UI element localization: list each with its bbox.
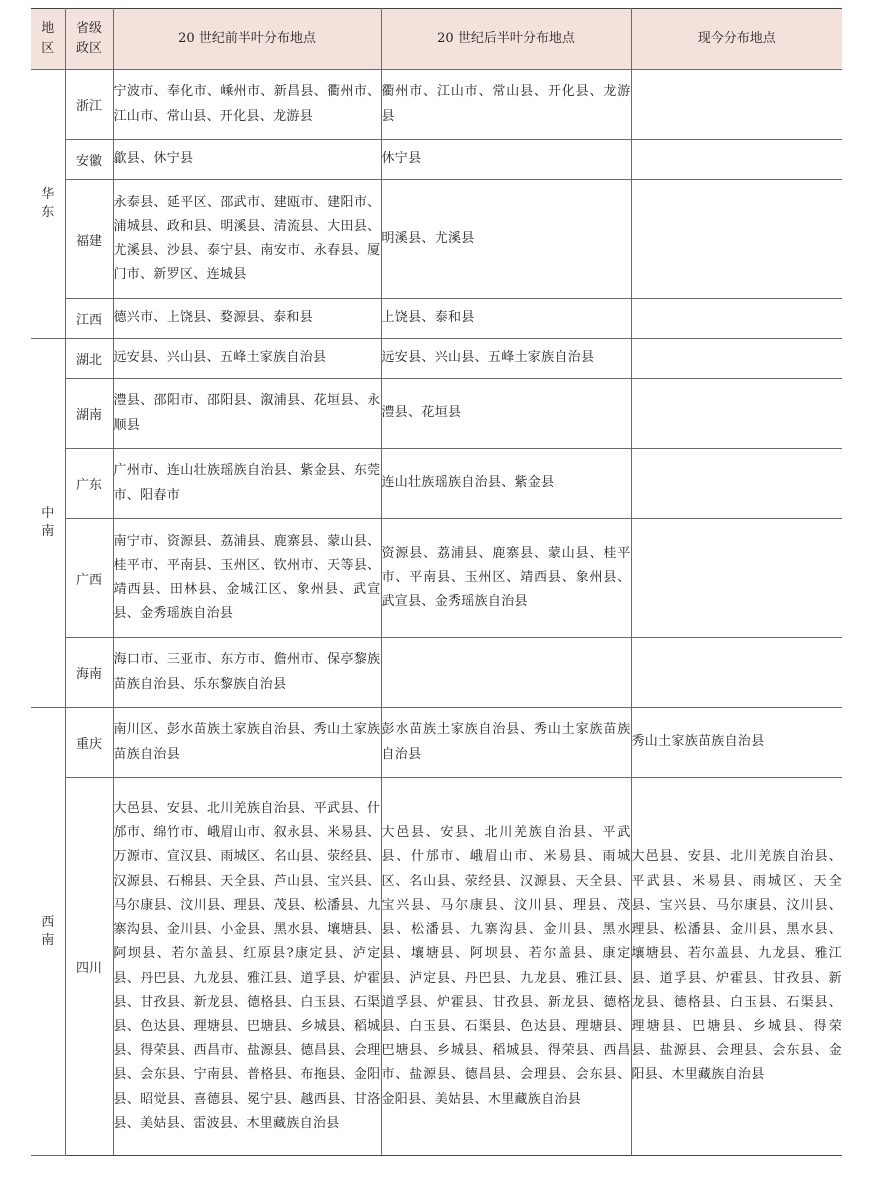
first-half-cell: 永泰县、延平区、邵武市、建瓯市、建阳市、浦城县、政和县、明溪县、清流县、大田县、尤溪县、沙县、泰宁县、南安市、永春县、厦门市、新罗区、连城县 — [113, 180, 381, 299]
first-half-cell: 远安县、兴山县、五峰土家族自治县 — [113, 339, 381, 379]
header-present: 现今分布地点 — [631, 9, 842, 70]
province-cell: 湖南 — [65, 379, 113, 449]
present-cell — [631, 299, 842, 339]
header-row — [31, 9, 842, 70]
province-cell: 广西 — [65, 519, 113, 638]
second-half-cell: 衢州市、江山市、常山县、开化县、龙游县 — [381, 70, 631, 140]
table-row — [31, 708, 842, 778]
first-half-cell: 德兴市、上饶县、婺源县、泰和县 — [113, 299, 381, 339]
region-cell: 华东 — [31, 70, 65, 339]
province-cell: 广东 — [65, 449, 113, 519]
province-cell: 江西 — [65, 299, 113, 339]
table-row — [31, 339, 842, 379]
present-cell: 秀山土家族苗族自治县 — [631, 708, 842, 778]
table-row — [31, 449, 842, 519]
first-half-cell: 歙县、休宁县 — [113, 140, 381, 180]
first-half-cell: 海口市、三亚市、东方市、儋州市、保亭黎族苗族自治县、乐东黎族自治县 — [113, 638, 381, 708]
first-half-cell: 大邑县、安县、北川羌族自治县、平武县、什邡市、绵竹市、峨眉山市、叙永县、米易县、万源市、宣汉县、雨城区、名山县、荥经县、汉源县、石棉县、天全县、芦山县、宝兴县、马尔康县、汶川县、理县、茂县、松潘县、九寨沟县、金川县、小金县、黑水县、壤塘县、阿坝县、若尔盖县、红原县?康定县、泸定县、丹巴县、九龙县、雅江县、道孚县、炉霍县、甘孜县、新龙县、德格县、白玉县、石渠县、色达县、理塘县、巴塘县、乡城县、稻城县、得荣县、西昌市、盐源县、德昌县、会理县、会东县、宁南县、普格县、布拖县、金阳县、昭觉县、喜德县、冕宁县、越西县、甘洛县、美姑县、雷波县、木里藏族自治县 — [113, 778, 381, 1156]
table-row — [31, 180, 842, 299]
province-cell: 福建 — [65, 180, 113, 299]
second-half-cell: 上饶县、泰和县 — [381, 299, 631, 339]
first-half-cell: 澧县、邵阳市、邵阳县、溆浦县、花垣县、永顺县 — [113, 379, 381, 449]
province-cell: 四川 — [65, 778, 113, 1156]
table-row — [31, 299, 842, 339]
province-cell: 湖北 — [65, 339, 113, 379]
second-half-cell: 休宁县 — [381, 140, 631, 180]
present-cell — [631, 638, 842, 708]
present-cell — [631, 70, 842, 140]
second-half-cell: 大邑县、安县、北川羌族自治县、平武县、什邡市、峨眉山市、米易县、雨城区、名山县、荥经县、汉源县、天全县、宝兴县、马尔康县、汶川县、理县、茂县、松潘县、九寨沟县、金川县、黑水县、壤塘县、阿坝县、若尔盖县、康定县、泸定县、丹巴县、九龙县、雅江县、道孚县、炉霍县、甘孜县、新龙县、德格县、白玉县、石渠县、色达县、理塘县、巴塘县、乡城县、稻城县、得荣县、西昌市、盐源县、德昌县、会理县、会东县、金阳县、美姑县、木里藏族自治县 — [381, 778, 631, 1156]
header-second-half: 20 世纪后半叶分布地点 — [381, 9, 631, 70]
present-cell — [631, 379, 842, 449]
present-cell: 大邑县、安县、北川羌族自治县、平武县、米易县、雨城区、天全县、宝兴县、马尔康县、汶川县、理县、松潘县、金川县、黑水县、壤塘县、若尔盖县、九龙县、雅江县、道孚县、炉霍县、甘孜县、新龙县、德格县、白玉县、石渠县、理塘县、巴塘县、乡城县、得荣县、盐源县、会理县、会东县、金阳县、木里藏族自治县 — [631, 778, 842, 1156]
province-cell: 安徽 — [65, 140, 113, 180]
table-header — [31, 9, 842, 70]
table-row — [31, 70, 842, 140]
present-cell — [631, 180, 842, 299]
header-province: 省级政区 — [65, 9, 113, 70]
present-cell — [631, 339, 842, 379]
second-half-cell: 澧县、花垣县 — [381, 379, 631, 449]
second-half-cell: 彭水苗族土家族自治县、秀山土家族苗族自治县 — [381, 708, 631, 778]
table-row — [31, 638, 842, 708]
header-first-half: 20 世纪前半叶分布地点 — [113, 9, 381, 70]
present-cell — [631, 449, 842, 519]
province-cell: 重庆 — [65, 708, 113, 778]
first-half-cell: 广州市、连山壮族瑶族自治县、紫金县、东莞市、阳春市 — [113, 449, 381, 519]
present-cell — [631, 519, 842, 638]
table-row — [31, 778, 842, 1156]
table-row — [31, 519, 842, 638]
present-cell — [631, 140, 842, 180]
province-cell: 海南 — [65, 638, 113, 708]
region-cell: 西南 — [31, 708, 65, 1156]
region-cell: 中南 — [31, 339, 65, 708]
second-half-cell: 远安县、兴山县、五峰土家族自治县 — [381, 339, 631, 379]
table-row — [31, 379, 842, 449]
table-row — [31, 140, 842, 180]
province-cell: 浙江 — [65, 70, 113, 140]
second-half-cell: 明溪县、尤溪县 — [381, 180, 631, 299]
table-body — [31, 70, 842, 1156]
distribution-table — [31, 8, 842, 1156]
first-half-cell: 南宁市、资源县、荔浦县、鹿寨县、蒙山县、桂平市、平南县、玉州区、钦州市、天等县、靖西县、田林县、金城江区、象州县、武宣县、金秀瑶族自治县 — [113, 519, 381, 638]
second-half-cell: 资源县、荔浦县、鹿寨县、蒙山县、桂平市、平南县、玉州区、靖西县、象州县、武宣县、金秀瑶族自治县 — [381, 519, 631, 638]
first-half-cell: 南川区、彭水苗族土家族自治县、秀山土家族苗族自治县 — [113, 708, 381, 778]
second-half-cell — [381, 638, 631, 708]
header-region: 地区 — [31, 9, 65, 70]
first-half-cell: 宁波市、奉化市、嵊州市、新昌县、衢州市、江山市、常山县、开化县、龙游县 — [113, 70, 381, 140]
second-half-cell: 连山壮族瑶族自治县、紫金县 — [381, 449, 631, 519]
